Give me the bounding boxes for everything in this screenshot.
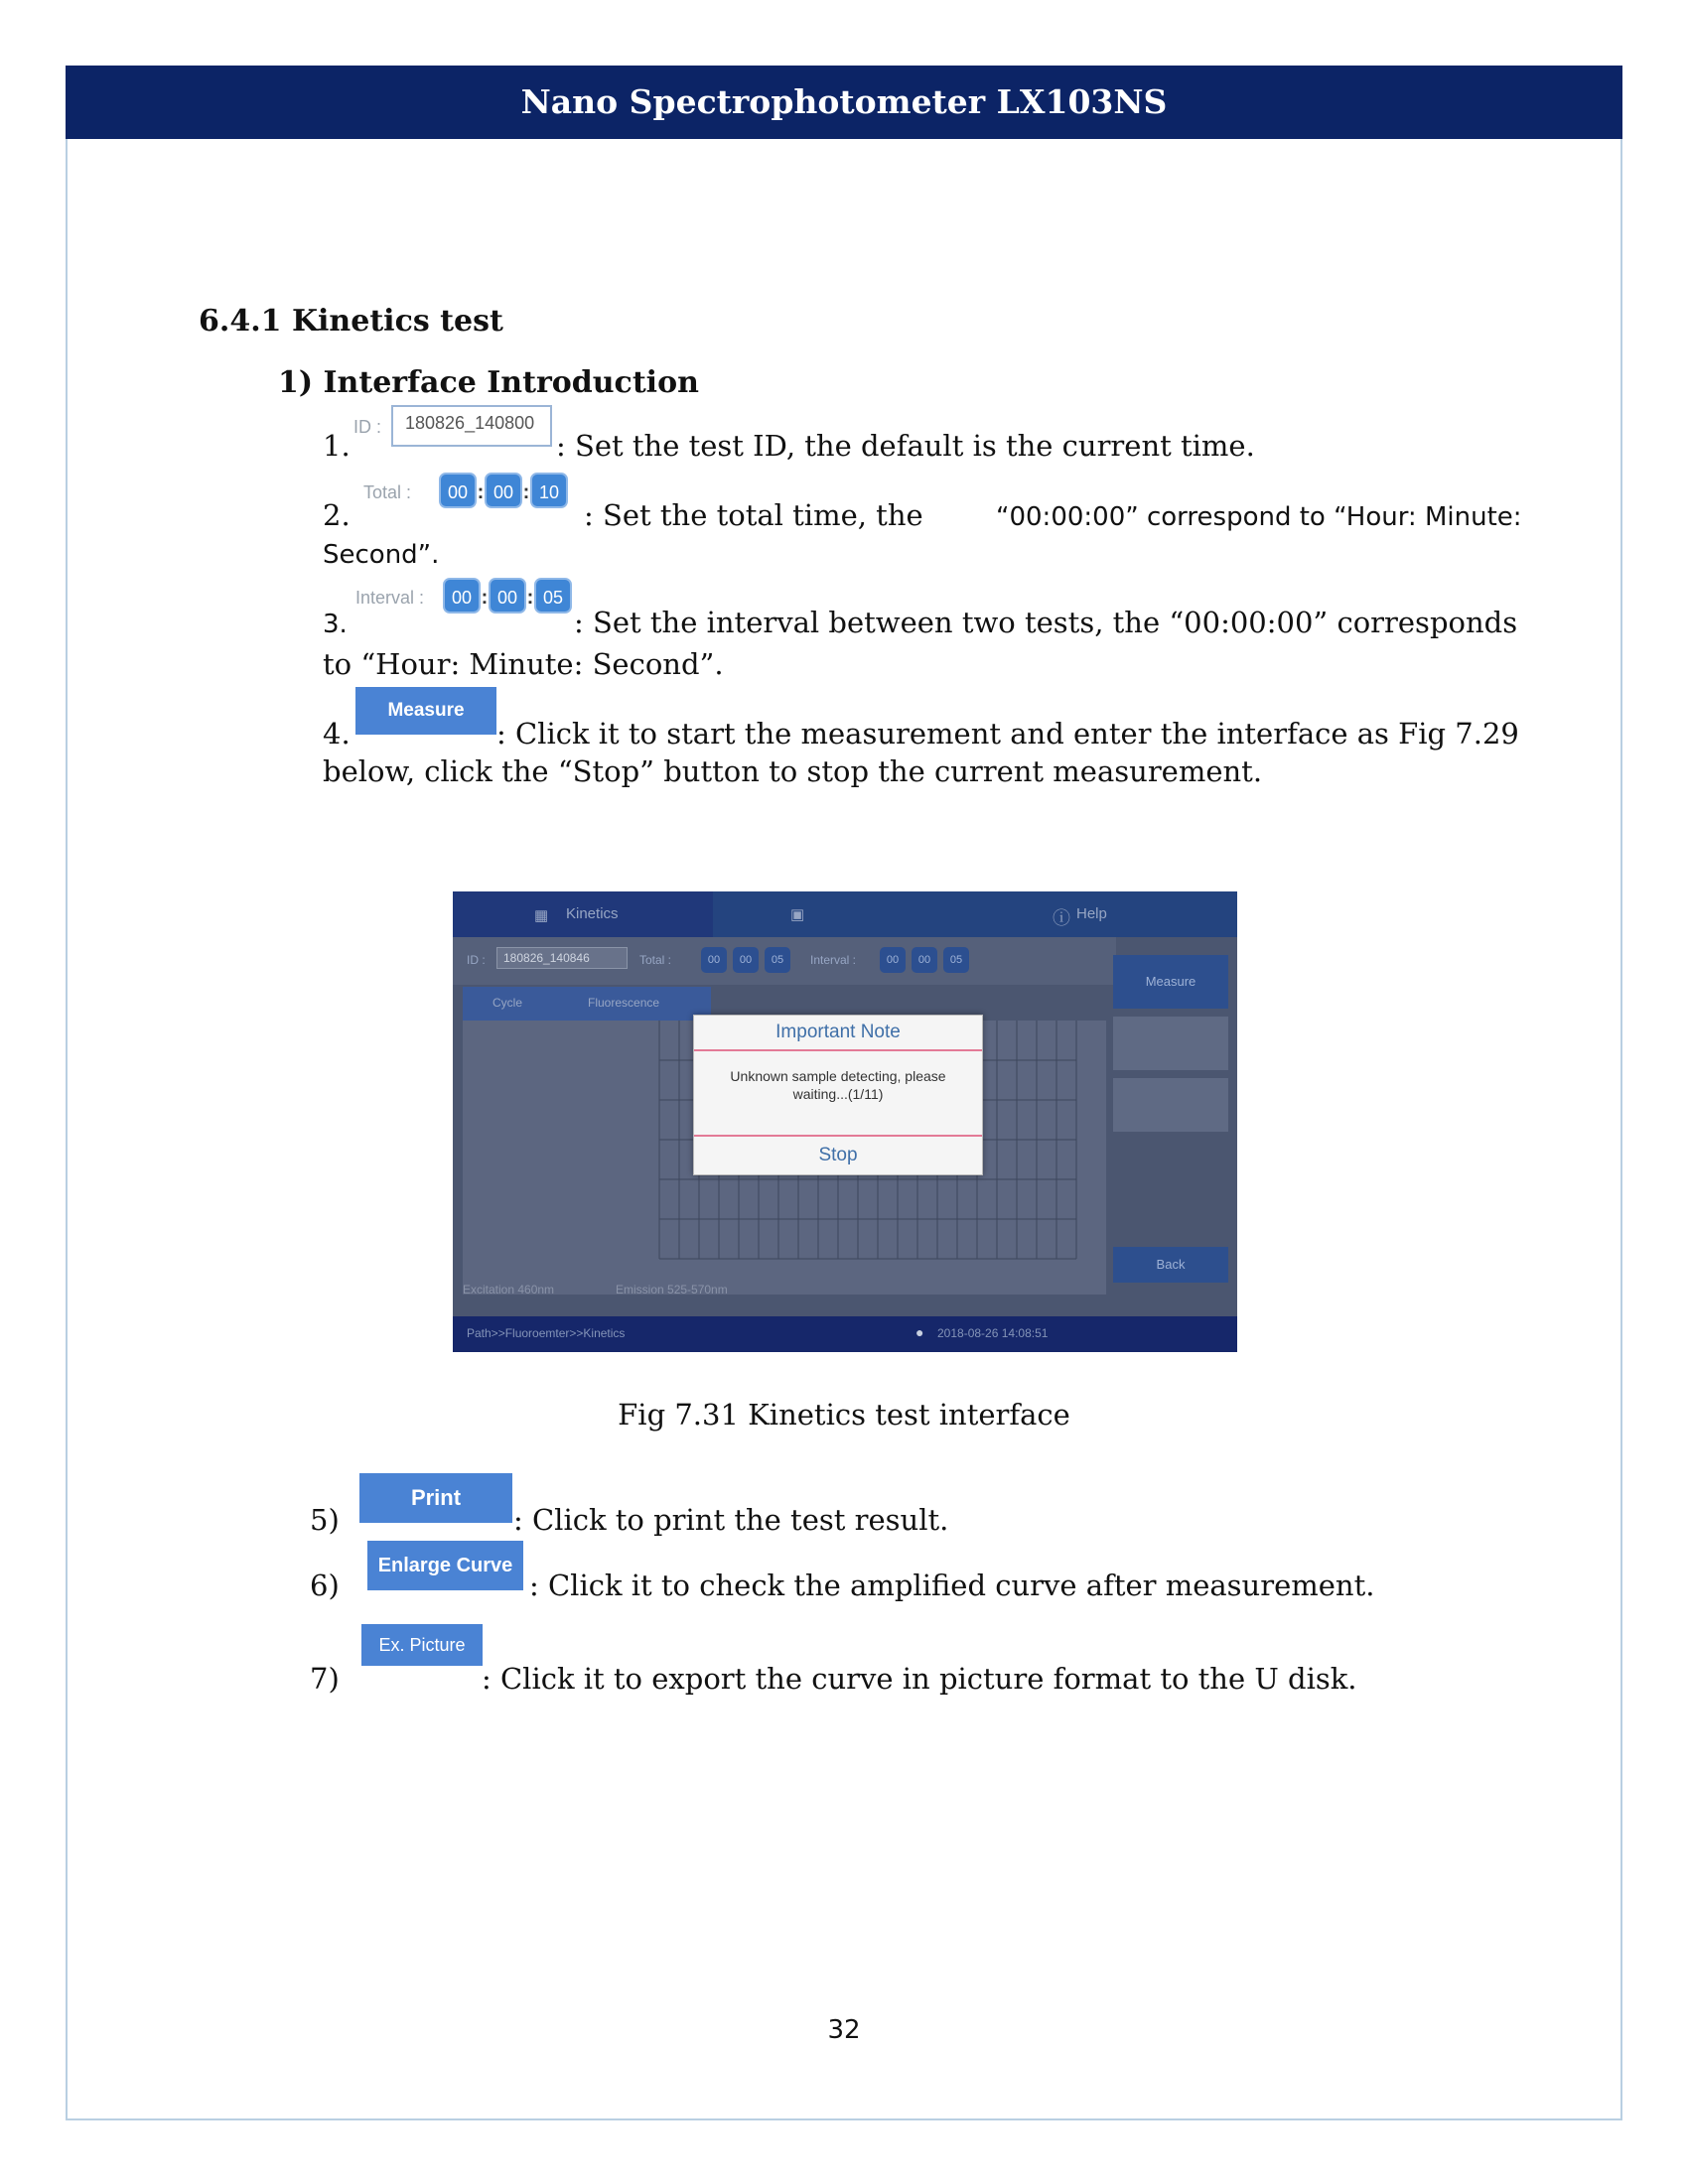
total-minute-chip: 00 [485,473,522,508]
subtab-cycle: Cycle [492,996,523,1010]
screenshot-interval-minute: 00 [912,947,937,973]
total-label: Total : [363,482,412,502]
screenshot-disabled-button-2 [1113,1078,1228,1132]
help-tab-label: Help [1076,905,1107,922]
screenshot-id-label: ID : [467,953,486,967]
modal-stop-button: Stop [694,1135,982,1174]
screenshot-disabled-button-1 [1113,1017,1228,1070]
item-3-text-a: : Set the interval between two tests, the “00:00:00” corresponds [574,606,1518,639]
id-label: ID : [353,417,382,437]
item-7-number: 7) [310,1662,340,1696]
measure-button-image: Measure [355,687,496,735]
item-5-number: 5) [310,1503,340,1537]
subsection-title: 1) Interface Introduction [278,365,699,400]
item-3-text-b: to “Hour: Minute: Second”. [323,647,724,681]
item-3-number: 3. [323,610,348,639]
item-6-text: : Click it to check the amplified curve after measurement. [529,1569,1375,1602]
screenshot-excitation: Excitation 460nm [463,1283,555,1297]
screenshot-total-label: Total : [639,953,672,967]
modal-title: Important Note [694,1016,982,1051]
screenshot-interval-hour: 00 [880,947,906,973]
item-4-number: 4. [323,717,351,751]
screenshot-topbar [453,891,1237,937]
screenshot-settings-row [453,937,1116,985]
clock-icon: ● [915,1324,924,1340]
screenshot-emission: Emission 525-570nm [616,1283,728,1297]
item-5-text: : Click to print the test result. [513,1503,949,1537]
figure-caption: Fig 7.31 Kinetics test interface [618,1398,1070,1432]
colon: : [481,587,489,609]
screenshot-back-button: Back [1113,1247,1228,1283]
interval-time-image [443,578,572,614]
screenshot-path: Path>>Fluoroemter>>Kinetics [467,1326,626,1340]
page-header-title: Nano Spectrophotometer LX103NS [66,66,1622,139]
help-icon: ⓘ [1053,908,1070,928]
enlarge-curve-button-image: Enlarge Curve [367,1541,523,1590]
modal-body: Unknown sample detecting, please waiting...(1/11) [730,1068,946,1102]
chart-icon: ▦ [534,907,549,924]
total-hour-chip: 00 [439,473,477,508]
folder-icon: ▣ [790,906,805,923]
print-button-image: Print [359,1473,512,1523]
interval-second-chip: 05 [534,578,572,614]
colon: : [526,587,534,609]
screenshot-subtabs [463,987,711,1021]
colon: : [477,481,485,503]
interval-minute-chip: 00 [489,578,526,614]
page-number: 32 [827,2015,861,2045]
important-note-modal [693,1015,983,1175]
item-6-number: 6) [310,1569,340,1602]
subtab-fluorescence: Fluorescence [588,996,660,1010]
screenshot-interval-second: 05 [943,947,969,973]
item-7-text: : Click it to export the curve in picture format to the U disk. [482,1662,1357,1696]
screenshot-total-minute: 00 [733,947,759,973]
interval-label: Interval : [355,588,425,608]
colon: : [522,481,530,503]
item-2-text-c: Second”. [323,540,440,570]
ex-picture-button-image: Ex. Picture [361,1624,483,1666]
item-1-text: : Set the test ID, the default is the current time. [556,429,1255,463]
total-time-image [439,473,568,508]
screenshot-id-box: 180826_140846 [496,947,628,969]
kinetics-tab-label: Kinetics [566,905,619,922]
screenshot-datetime: 2018-08-26 14:08:51 [937,1326,1049,1340]
screenshot-total-second: 05 [765,947,790,973]
screenshot-measure-button: Measure [1113,955,1228,1009]
item-2-text-b: “00:00:00” correspond to “Hour: Minute: [996,502,1522,532]
item-2-number: 2. [323,498,351,532]
interval-hour-chip: 00 [443,578,481,614]
item-2-text-a: : Set the total time, the [584,498,923,532]
id-input-image: 180826_140800 [391,405,552,447]
item-1-number: 1. [323,429,351,463]
screenshot-total-hour: 00 [701,947,727,973]
kinetics-screenshot [453,891,1237,1352]
screenshot-interval-label: Interval : [810,953,857,967]
total-second-chip: 10 [530,473,568,508]
section-title: 6.4.1 Kinetics test [199,304,503,339]
item-4-text-a: : Click it to start the measurement and enter the interface as Fig 7.29 [496,717,1519,751]
screenshot-statusbar [453,1316,1237,1352]
item-4-text-b: below, click the “Stop” button to stop the current measurement. [323,754,1263,788]
